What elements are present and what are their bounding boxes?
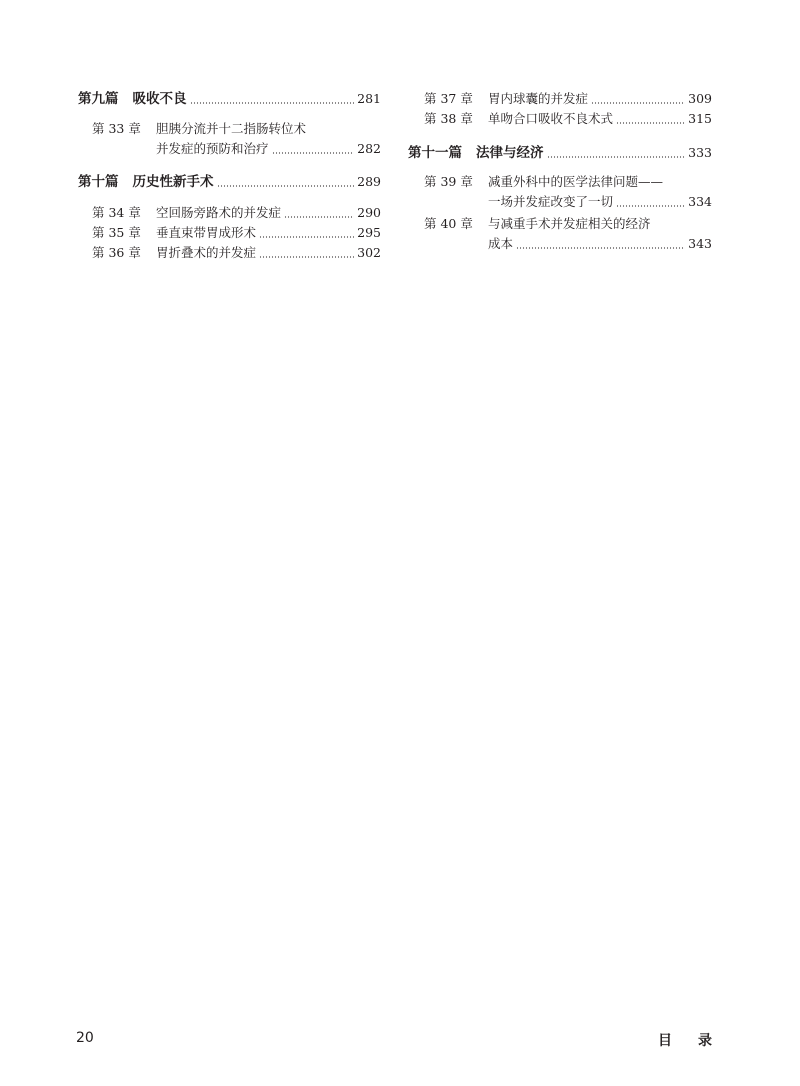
running-title: 目录 xyxy=(658,1033,738,1049)
chapter-number: 第 37 章 xyxy=(424,91,473,106)
page-number: 20 xyxy=(76,1030,94,1046)
chapter-title-line-1: 胆胰分流并十二指肠转位术 xyxy=(156,121,307,136)
chapter-title-line-2: 一场并发症改变了一切 xyxy=(488,194,614,209)
chapter-number: 第 35 章 xyxy=(92,225,141,240)
chapter-title: 空回肠旁路术的并发症 xyxy=(156,205,282,220)
toc-part-10 xyxy=(78,172,381,192)
toc-part-11 xyxy=(408,143,712,163)
chapter-number: 第 33 章 xyxy=(92,121,141,136)
dot-leader xyxy=(259,256,354,258)
page-ref: 315 xyxy=(688,111,712,126)
dot-leader xyxy=(217,185,355,187)
dot-leader xyxy=(616,205,685,207)
toc-chapter-40 xyxy=(424,214,712,254)
dot-leader xyxy=(616,122,685,124)
toc-chapter-39 xyxy=(424,172,712,212)
page-ref: 289 xyxy=(357,174,381,189)
dot-leader xyxy=(284,216,354,218)
toc-chapter-35 xyxy=(92,223,381,243)
chapter-number: 第 40 章 xyxy=(424,216,473,231)
chapter-title: 垂直束带胃成形术 xyxy=(156,225,257,240)
page-ref: 343 xyxy=(688,236,712,251)
chapter-title: 胃折叠术的并发症 xyxy=(156,245,257,260)
page-ref: 295 xyxy=(357,225,381,240)
part-number: 第九篇 xyxy=(78,91,119,107)
chapter-number: 第 36 章 xyxy=(92,245,141,260)
chapter-number: 第 34 章 xyxy=(92,205,141,220)
part-title: 历史性新手术 xyxy=(132,174,214,190)
dot-leader xyxy=(259,236,354,238)
dot-leader xyxy=(547,156,686,158)
dot-leader xyxy=(190,102,355,104)
page-ref: 281 xyxy=(357,91,381,106)
toc-chapter-38 xyxy=(424,109,712,129)
chapter-title-line-1: 减重外科中的医学法律问题—— xyxy=(488,174,664,189)
part-number: 第十篇 xyxy=(78,174,119,190)
page-ref: 333 xyxy=(688,145,712,160)
part-number: 第十一篇 xyxy=(408,145,462,161)
chapter-title: 单吻合口吸收不良术式 xyxy=(488,111,614,126)
dot-leader xyxy=(516,247,685,249)
page-ref: 290 xyxy=(357,205,381,220)
chapter-number: 第 39 章 xyxy=(424,174,473,189)
chapter-title: 胃内球囊的并发症 xyxy=(488,91,589,106)
chapter-title-line-1: 与减重手术并发症相关的经济 xyxy=(488,216,651,231)
page-ref: 302 xyxy=(357,245,381,260)
chapter-number: 第 38 章 xyxy=(424,111,473,126)
toc-chapter-36 xyxy=(92,243,381,263)
toc-chapter-34 xyxy=(92,203,381,223)
page-ref: 282 xyxy=(357,141,381,156)
part-title: 法律与经济 xyxy=(476,145,544,161)
dot-leader xyxy=(591,102,685,104)
page-ref: 334 xyxy=(688,194,712,209)
toc-chapter-37 xyxy=(424,89,712,109)
toc-part-9 xyxy=(78,89,381,109)
toc-chapter-33 xyxy=(92,119,381,159)
dot-leader xyxy=(272,152,355,154)
chapter-title-line-2: 并发症的预防和治疗 xyxy=(156,141,269,156)
part-title: 吸收不良 xyxy=(132,91,187,107)
page-ref: 309 xyxy=(688,91,712,106)
chapter-title-line-2: 成本 xyxy=(488,236,514,251)
